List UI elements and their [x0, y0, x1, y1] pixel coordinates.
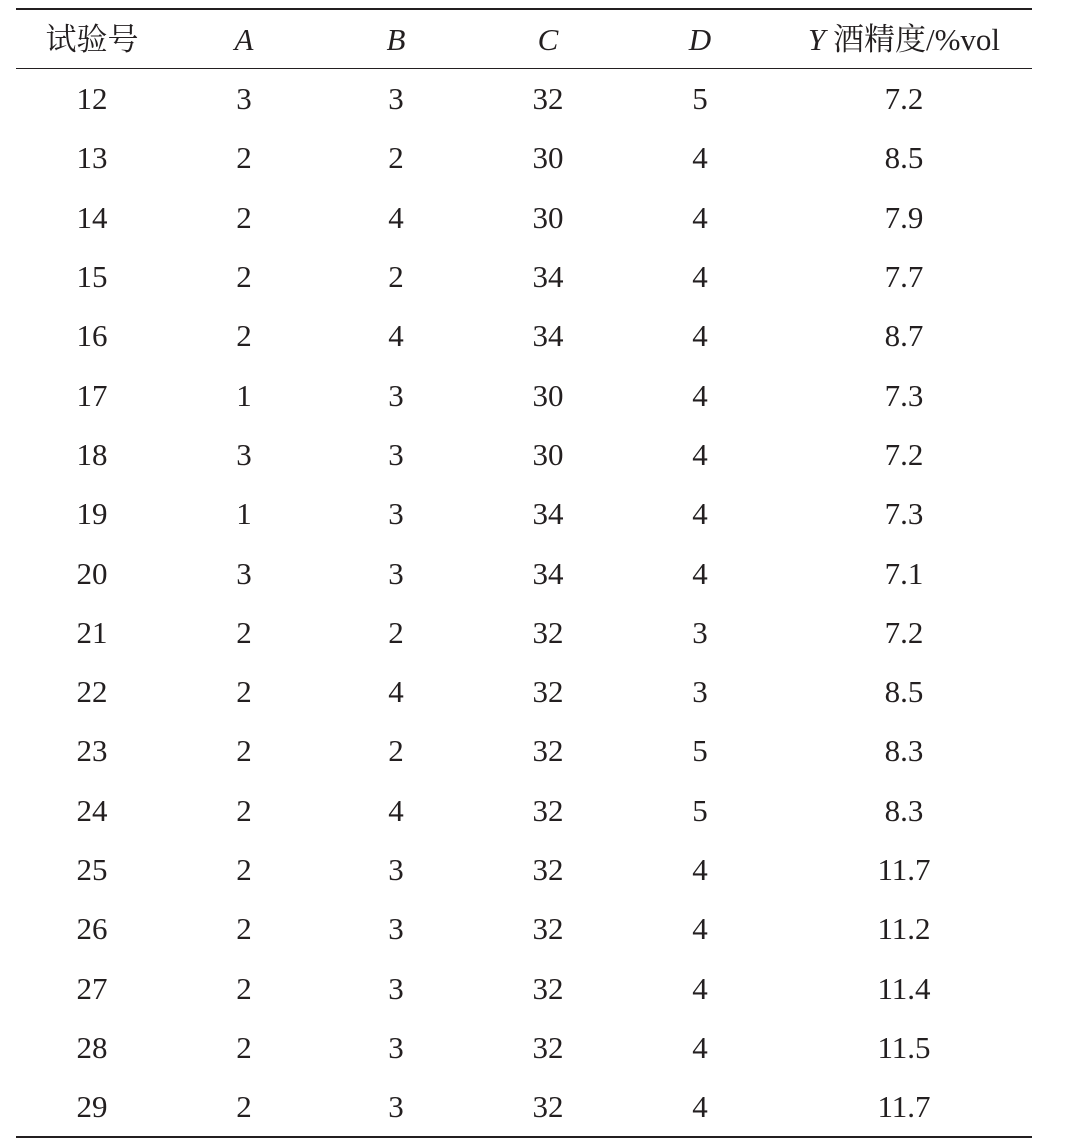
alcohol-content-cell: 8.5 — [884, 674, 924, 710]
factor-a-cell: 3 — [236, 81, 252, 117]
factor-c-cell: 32 — [532, 911, 564, 947]
factor-a-cell: 2 — [236, 733, 252, 769]
factor-d-cell: 4 — [692, 970, 708, 1006]
factor-c-cell: 34 — [532, 496, 564, 532]
trial-number-cell: 25 — [76, 852, 108, 887]
factor-a-cell: 2 — [236, 792, 252, 828]
factor-c-cell: 34 — [532, 318, 564, 354]
table-row — [16, 1077, 1032, 1137]
factor-b-cell: 3 — [388, 852, 404, 887]
factor-a-cell: 3 — [236, 436, 252, 472]
alcohol-content-cell: 8.7 — [884, 318, 924, 354]
factor-b-cell: 2 — [388, 614, 404, 650]
factor-c-cell: 32 — [532, 81, 564, 117]
factor-a-cell: 2 — [236, 674, 252, 710]
factor-c-cell: 32 — [532, 1029, 564, 1065]
header-y-symbol: Y — [807, 21, 826, 57]
table-header — [16, 9, 1032, 69]
table-row — [16, 365, 1032, 424]
factor-a-cell: 2 — [236, 318, 252, 354]
trial-number-cell: 28 — [76, 1029, 108, 1065]
factor-a-cell: 2 — [236, 199, 252, 235]
factor-d-cell: 4 — [692, 436, 708, 472]
factor-d-cell: 4 — [692, 1089, 708, 1125]
factor-d-cell: 4 — [692, 140, 708, 176]
trial-number-cell: 19 — [76, 496, 108, 532]
table-row — [16, 721, 1032, 780]
header-factor-d: D — [688, 21, 712, 57]
trial-number-cell: 14 — [76, 199, 108, 235]
factor-c-cell: 34 — [532, 555, 564, 591]
alcohol-content-cell: 11.7 — [877, 1089, 931, 1125]
factor-b-cell: 4 — [388, 318, 404, 354]
alcohol-content-cell: 7.3 — [884, 496, 924, 532]
factor-d-cell: 5 — [692, 792, 708, 828]
header-row — [16, 9, 1032, 69]
alcohol-content-cell: 8.3 — [884, 733, 924, 769]
table-row — [16, 306, 1032, 365]
table-row — [16, 781, 1032, 840]
factor-c-cell: 32 — [532, 733, 564, 769]
alcohol-content-cell: 7.3 — [884, 377, 924, 413]
factor-b-cell: 3 — [388, 970, 404, 1006]
factor-b-cell: 3 — [388, 436, 404, 472]
trial-number-cell: 12 — [76, 81, 108, 117]
trial-number-cell: 22 — [76, 674, 108, 710]
factor-a-cell: 1 — [236, 377, 252, 413]
factor-b-cell: 3 — [388, 496, 404, 532]
alcohol-content-cell: 7.2 — [884, 81, 924, 117]
table-row — [16, 543, 1032, 602]
alcohol-content-cell: 7.7 — [884, 259, 924, 295]
factor-d-cell: 4 — [692, 1029, 708, 1065]
header-factor-c: C — [537, 21, 559, 57]
factor-d-cell: 3 — [692, 674, 708, 710]
factor-c-cell: 30 — [532, 377, 564, 413]
alcohol-content-cell: 7.2 — [884, 614, 924, 650]
alcohol-content-cell: 7.9 — [884, 199, 924, 235]
factor-c-cell: 32 — [532, 792, 564, 828]
table-row — [16, 662, 1032, 721]
trial-number-cell: 17 — [76, 377, 108, 413]
factor-a-cell: 2 — [236, 911, 252, 947]
factor-d-cell: 4 — [692, 259, 708, 295]
header-trial-number: 试验号 — [45, 21, 139, 57]
trial-number-cell: 24 — [76, 792, 108, 828]
table-row — [16, 247, 1032, 306]
factor-b-cell: 4 — [388, 674, 404, 710]
factor-a-cell: 2 — [236, 970, 252, 1006]
table-row — [16, 188, 1032, 247]
table-row — [16, 958, 1032, 1017]
header-factor-a: A — [234, 21, 254, 57]
factor-c-cell: 30 — [532, 140, 564, 176]
factor-d-cell: 4 — [692, 318, 708, 354]
factor-b-cell: 2 — [388, 259, 404, 295]
trial-number-cell: 15 — [76, 259, 108, 295]
alcohol-content-cell: 7.1 — [884, 555, 924, 591]
table-row — [16, 840, 1032, 899]
factor-c-cell: 30 — [532, 199, 564, 235]
alcohol-content-cell: 11.7 — [877, 852, 931, 887]
trial-number-cell: 20 — [76, 555, 108, 591]
alcohol-content-cell: 7.2 — [884, 436, 924, 472]
alcohol-content-cell: 11.4 — [877, 970, 931, 1006]
factor-b-cell: 4 — [388, 792, 404, 828]
experiment-table-container — [16, 8, 1032, 1138]
factor-a-cell: 3 — [236, 555, 252, 591]
factor-b-cell: 3 — [388, 555, 404, 591]
factor-a-cell: 2 — [236, 1029, 252, 1065]
factor-c-cell: 32 — [532, 674, 564, 710]
trial-number-cell: 13 — [76, 140, 108, 176]
factor-b-cell: 3 — [388, 911, 404, 947]
factor-d-cell: 4 — [692, 496, 708, 532]
factor-b-cell: 3 — [388, 1089, 404, 1125]
factor-b-cell: 3 — [388, 1029, 404, 1065]
factor-b-cell: 4 — [388, 199, 404, 235]
factor-a-cell: 2 — [236, 259, 252, 295]
factor-c-cell: 30 — [532, 436, 564, 472]
factor-d-cell: 4 — [692, 555, 708, 591]
trial-number-cell: 23 — [76, 733, 108, 769]
table-row — [16, 69, 1032, 129]
alcohol-content-cell: 11.5 — [877, 1029, 931, 1065]
header-factor-b: B — [386, 21, 406, 57]
trial-number-cell: 27 — [76, 970, 108, 1006]
factor-b-cell: 3 — [388, 81, 404, 117]
factor-a-cell: 1 — [236, 496, 252, 532]
trial-number-cell: 26 — [76, 911, 108, 947]
factor-d-cell: 5 — [692, 81, 708, 117]
trial-number-cell: 16 — [76, 318, 108, 354]
alcohol-content-cell: 8.3 — [884, 792, 924, 828]
factor-d-cell: 4 — [692, 911, 708, 947]
factor-a-cell: 2 — [236, 852, 252, 887]
factor-d-cell: 5 — [692, 733, 708, 769]
table-row — [16, 1018, 1032, 1077]
factor-b-cell: 3 — [388, 377, 404, 413]
table-row — [16, 899, 1032, 958]
table-row — [16, 425, 1032, 484]
factor-d-cell: 3 — [692, 614, 708, 650]
experiment-results-table — [16, 8, 1032, 1138]
table-row — [16, 603, 1032, 662]
table-row — [16, 128, 1032, 187]
factor-d-cell: 4 — [692, 377, 708, 413]
factor-d-cell: 4 — [692, 852, 708, 887]
factor-b-cell: 2 — [388, 140, 404, 176]
trial-number-cell: 21 — [76, 614, 108, 650]
factor-c-cell: 32 — [532, 1089, 564, 1125]
factor-c-cell: 32 — [532, 970, 564, 1006]
trial-number-cell: 29 — [76, 1089, 108, 1125]
factor-b-cell: 2 — [388, 733, 404, 769]
table-body — [16, 69, 1032, 1138]
factor-c-cell: 34 — [532, 259, 564, 295]
alcohol-content-cell: 11.2 — [877, 911, 931, 947]
table-row — [16, 484, 1032, 543]
factor-c-cell: 32 — [532, 614, 564, 650]
factor-c-cell: 32 — [532, 852, 564, 887]
factor-a-cell: 2 — [236, 1089, 252, 1125]
alcohol-content-cell: 8.5 — [884, 140, 924, 176]
trial-number-cell: 18 — [76, 436, 108, 472]
header-y-label: 酒精度/%vol — [825, 21, 1001, 57]
factor-a-cell: 2 — [236, 140, 252, 176]
factor-d-cell: 4 — [692, 199, 708, 235]
factor-a-cell: 2 — [236, 614, 252, 650]
header-alcohol-content — [776, 9, 1032, 69]
